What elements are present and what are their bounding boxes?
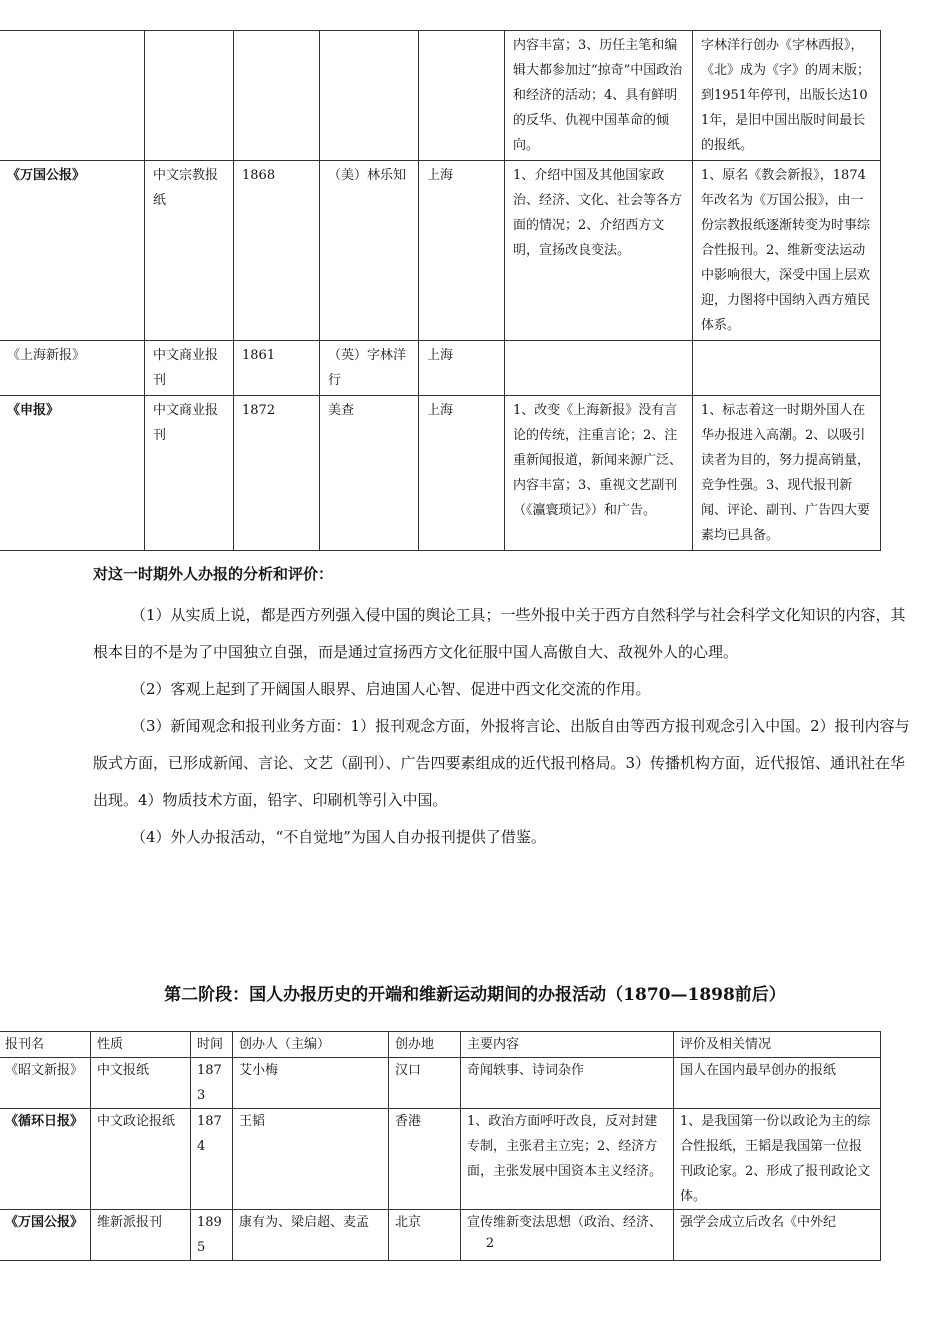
cell-content: 1、介绍中国及其他国家政治、经济、文化、社会等各方面的情况；2、介绍西方文明，宣扬改良变法。 — [505, 161, 693, 341]
cell-eval: 字林洋行创办《字林西报》，《北》成为《字》的周末版；到1951年停刊，出版长达101年，是旧中国出版时间最长的报纸。 — [693, 31, 881, 161]
cell-content: 奇闻轶事、诗词杂作 — [461, 1058, 674, 1109]
domestic-newspapers-table — [0, 1031, 881, 1261]
cell-founder: （英）字林洋行 — [320, 341, 419, 396]
table-row — [0, 31, 881, 161]
header-name: 报刊名 — [0, 1032, 91, 1058]
cell-content: 1、改变《上海新报》没有言论的传统，注重言论；2、注重新闻报道，新闻来源广泛、内容丰富；3、重视文艺副刊（《瀛寰琐记》）和广告。 — [505, 396, 693, 551]
cell-place: 北京 — [389, 1210, 461, 1261]
header-eval: 评价及相关情况 — [674, 1032, 881, 1058]
cell-nature: 中文商业报刊 — [145, 341, 234, 396]
cell-eval: 强学会成立后改名《中外纪 — [674, 1210, 881, 1261]
analysis-paragraph-3: （3）新闻观念和报刊业务方面：1）报刊观念方面，外报将言论、出版自由等西方报刊观念引入中国。2）报刊内容与版式方面，已形成新闻、言论、文艺（副刊）、广告四要素组成的近代报刊格局。3）传播机构方面，近代报馆、通讯社在华出现。4）物质技术方面，铅字、印刷机等引入中国。 — [93, 717, 910, 809]
cell-eval: 1、标志着这一时期外国人在华办报进入高潮。2、以吸引读者为目的，努力提高销量，竞争性强。3、现代报刊新闻、评论、副刊、广告四大要素均已具备。 — [693, 396, 881, 551]
cell-name: 《上海新报》 — [0, 341, 145, 396]
cell-name: 《万国公报》 — [0, 161, 145, 341]
page-number: 2 — [485, 1236, 495, 1251]
table-row — [0, 396, 881, 551]
header-nature: 性质 — [91, 1032, 191, 1058]
analysis-paragraph-4: （4）外人办报活动，“不自觉地”为国人自办报刊提供了借鉴。 — [131, 828, 546, 846]
cell-content: 宣传维新变法思想（政治、经济、 — [461, 1210, 674, 1261]
table-row — [0, 1058, 881, 1109]
cell-year: 1868 — [234, 161, 320, 341]
cell-eval: 1、原名《教会新报》，1874年改名为《万国公报》，由一份宗教报纸逐渐转变为时事综合性报刊。2、维新变法运动中影响很大，深受中国上层欢迎，力图将中国纳入西方殖民体系。 — [693, 161, 881, 341]
foreign-newspapers-table — [0, 30, 881, 551]
header-place: 创办地 — [389, 1032, 461, 1058]
cell-name: 《万国公报》 — [0, 1210, 91, 1261]
header-year: 时间 — [191, 1032, 233, 1058]
cell-nature: 中文政论报纸 — [91, 1109, 191, 1210]
cell-eval: 国人在国内最早创办的报纸 — [674, 1058, 881, 1109]
header-founder: 创办人（主编） — [233, 1032, 389, 1058]
cell-place: 汉口 — [389, 1058, 461, 1109]
section-title: 第二阶段：国人办报历史的开端和维新运动期间的办报活动（1870—1898前后） — [164, 985, 786, 1005]
cell-place: 上海 — [419, 161, 505, 341]
cell-nature: 中文宗教报纸 — [145, 161, 234, 341]
cell-year: 1873 — [191, 1058, 233, 1109]
cell-year: 1872 — [234, 396, 320, 551]
cell-year: 1874 — [191, 1109, 233, 1210]
table-header-row — [0, 1032, 881, 1058]
cell-nature: 中文报纸 — [91, 1058, 191, 1109]
header-content: 主要内容 — [461, 1032, 674, 1058]
table-row — [0, 341, 881, 396]
cell-year — [234, 31, 320, 161]
cell-year: 1895 — [191, 1210, 233, 1261]
cell-name — [0, 31, 145, 161]
cell-place: 上海 — [419, 396, 505, 551]
cell-content: 1、政治方面呼吁改良，反对封建专制，主张君主立宪；2、经济方面，主张发展中国资本主义经济。 — [461, 1109, 674, 1210]
analysis-title: 对这一时期外人办报的分析和评价： — [93, 565, 334, 583]
cell-nature — [145, 31, 234, 161]
cell-nature: 中文商业报刊 — [145, 396, 234, 551]
cell-place — [419, 31, 505, 161]
cell-name: 《申报》 — [0, 396, 145, 551]
cell-place: 上海 — [419, 341, 505, 396]
cell-founder: 康有为、梁启超、麦孟 — [233, 1210, 389, 1261]
cell-eval: 1、是我国第一份以政论为主的综合性报纸，王韬是我国第一位报刊政论家。2、形成了报刊政论文体。 — [674, 1109, 881, 1210]
cell-nature: 维新派报刊 — [91, 1210, 191, 1261]
cell-founder: 王韬 — [233, 1109, 389, 1210]
table-row — [0, 161, 881, 341]
cell-year: 1861 — [234, 341, 320, 396]
cell-founder — [320, 31, 419, 161]
analysis-paragraph-1: （1）从实质上说，都是西方列强入侵中国的舆论工具；一些外报中关于西方自然科学与社会科学文化知识的内容，其根本目的不是为了中国独立自强，而是通过宣扬西方文化征服中国人高傲自大、敌视外人的心理。 — [93, 606, 906, 661]
cell-content — [505, 341, 693, 396]
cell-content: 内容丰富；3、历任主笔和编辑大都参加过“掠奇”中国政治和经济的活动；4、具有鲜明的反华、仇视中国革命的倾向。 — [505, 31, 693, 161]
cell-name: 《昭文新报》 — [0, 1058, 91, 1109]
cell-founder: 美查 — [320, 396, 419, 551]
cell-name: 《循环日报》 — [0, 1109, 91, 1210]
cell-founder: （美）林乐知 — [320, 161, 419, 341]
cell-founder: 艾小梅 — [233, 1058, 389, 1109]
table-row — [0, 1210, 881, 1261]
analysis-paragraph-2: （2）客观上起到了开阔国人眼界、启迪国人心智、促进中西文化交流的作用。 — [131, 680, 651, 698]
cell-eval — [693, 341, 881, 396]
cell-place: 香港 — [389, 1109, 461, 1210]
table-row — [0, 1109, 881, 1210]
